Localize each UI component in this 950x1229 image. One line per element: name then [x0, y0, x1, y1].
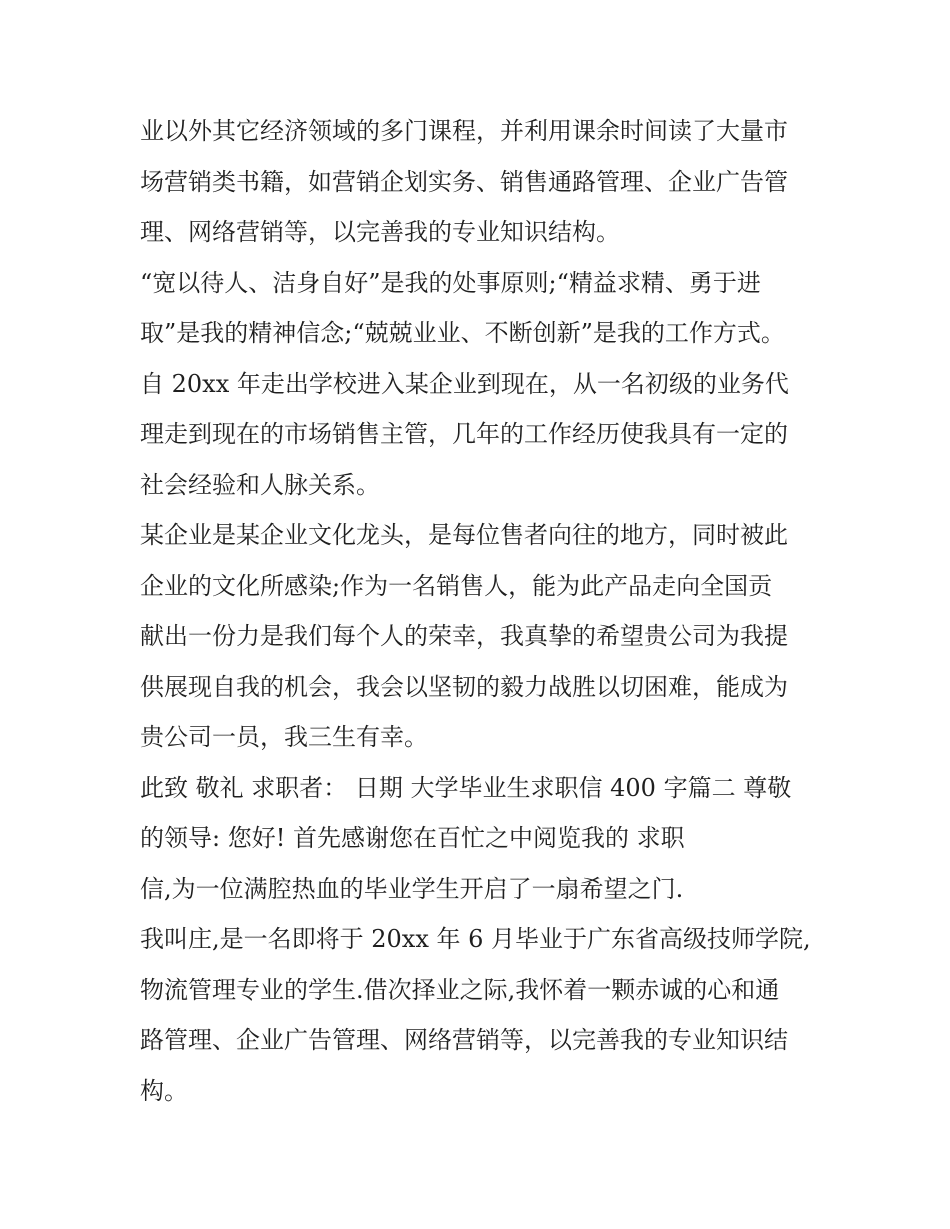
- text-line: 社会经验和人脉关系。: [140, 470, 380, 499]
- text-line: 贵公司一员，我三生有幸。: [140, 723, 428, 751]
- paragraph-closing-and-second-letter: [140, 763, 820, 915]
- text-line: 某企业是某企业文化龙头，是每位售者向往的地方，同时被此: [140, 521, 788, 549]
- text-line: “宽以待人、洁身自好”是我的处事原则;“精益求精、勇于进: [140, 268, 761, 297]
- text-line: 场营销类书籍，如营销企划实务、销售通路管理、企业广告管: [140, 167, 788, 196]
- text-line: 物流管理专业的学生.借次择业之际,我怀着一颗赤诚的心和通: [140, 975, 780, 1004]
- document-body: [140, 106, 820, 1116]
- text-line: 献出一份力是我们每个人的荣幸，我真挚的希望贵公司为我提: [140, 622, 788, 650]
- text-line: 我叫庄,是一名即将于 20xx 年 6 月毕业于广东省高级技师学院,: [140, 925, 811, 953]
- text-line: 的领导: 您好! 首先感谢您在百忙之中阅览我的 求职: [140, 824, 685, 852]
- paragraph-principles: [140, 258, 820, 359]
- text-line: 此致 敬礼 求职者： 日期 大学毕业生求职信 400 字篇二 尊敬: [140, 773, 792, 802]
- text-line: 理走到现在的市场销售主管，几年的工作经历使我具有一定的: [140, 420, 788, 448]
- text-line: 路管理、企业广告管理、网络营销等，以完善我的专业知识结: [140, 1026, 788, 1054]
- paragraph-experience: [140, 359, 820, 511]
- text-line: 取”是我的精神信念;“兢兢业业、不断创新”是我的工作方式。: [140, 319, 785, 347]
- text-line: 构。: [140, 1076, 188, 1105]
- paragraph-courses: [140, 106, 820, 258]
- paragraph-introduction: [140, 914, 820, 1116]
- paragraph-company: [140, 510, 820, 763]
- text-line: 自 20xx 年走出学校进入某企业到现在，从一名初级的业务代: [140, 369, 789, 398]
- text-line: 理、网络营销等，以完善我的专业知识结构。: [140, 218, 620, 246]
- text-line: 企业的文化所感染;作为一名销售人，能为此产品走向全国贡: [140, 571, 773, 600]
- text-line: 信,为一位满腔热血的毕业学生开启了一扇希望之门.: [140, 874, 684, 903]
- text-line: 供展现自我的机会，我会以坚韧的毅力战胜以切困难，能成为: [140, 672, 788, 701]
- text-line: 业以外其它经济领域的多门课程，并利用课余时间读了大量市: [140, 117, 788, 145]
